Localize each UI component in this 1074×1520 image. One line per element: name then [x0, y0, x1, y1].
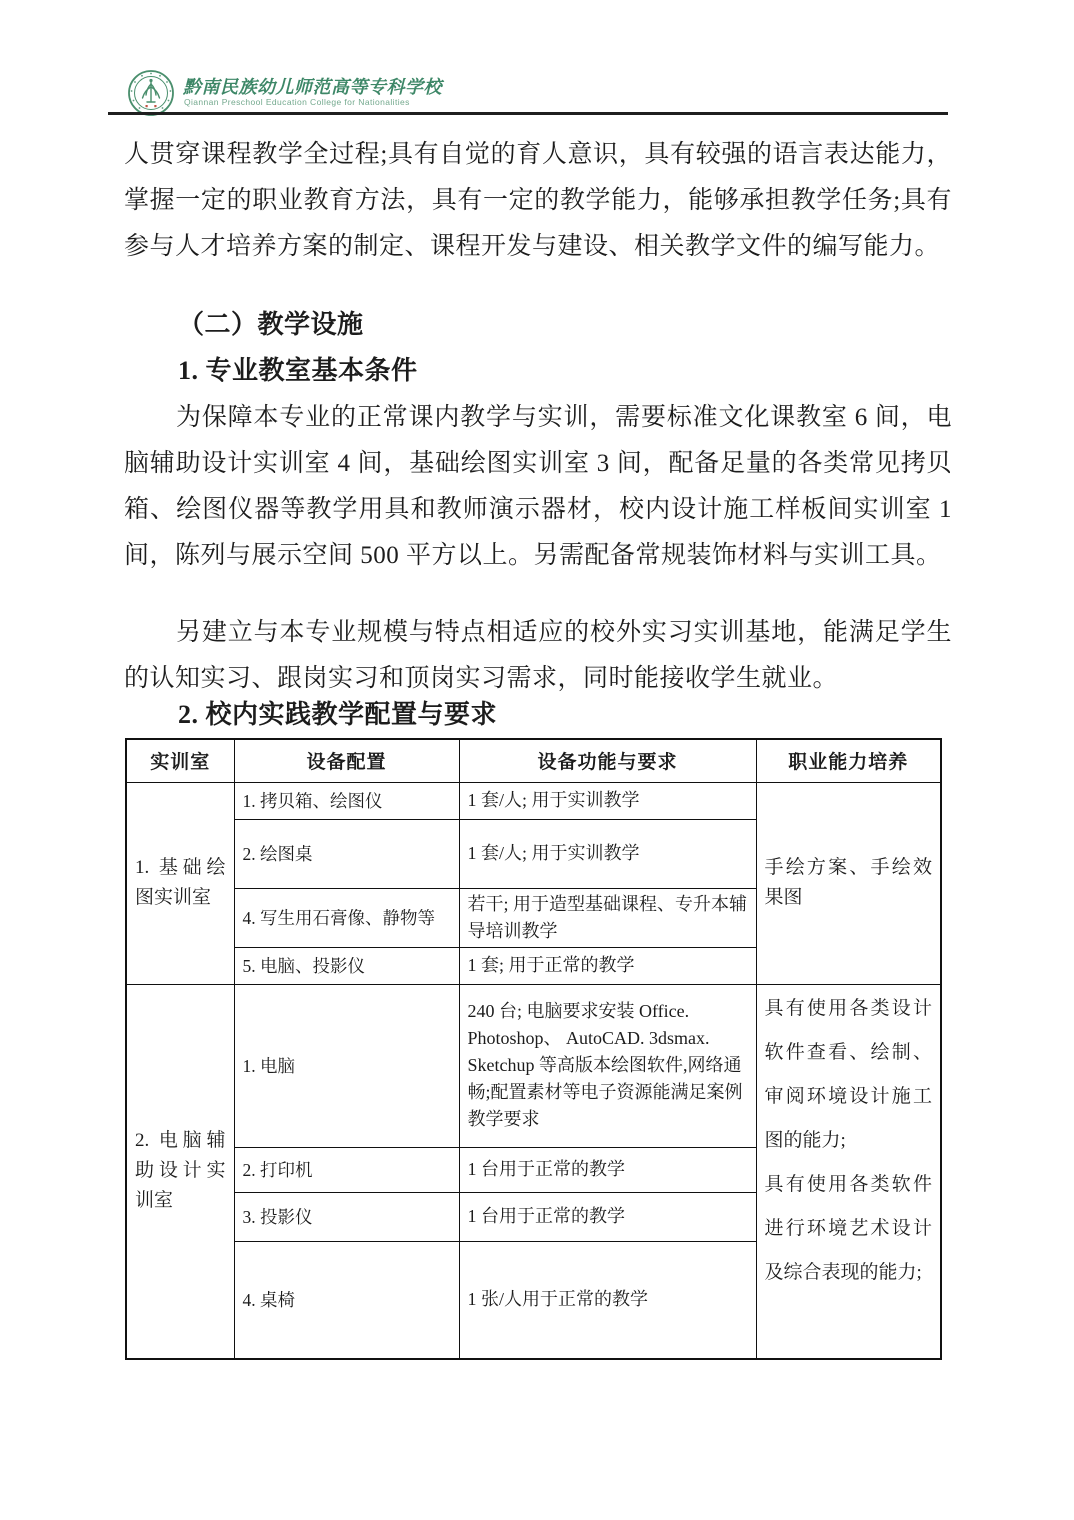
- requirement-cell: 1 台用于正常的教学: [459, 1192, 756, 1241]
- heading-teaching-facilities: （二）教学设施: [178, 310, 364, 339]
- col-header-ability: 职业能力培养: [756, 739, 941, 782]
- requirement-cell: 1 套; 用于正常的教学: [459, 947, 756, 984]
- col-header-training-room: 实训室: [126, 739, 234, 782]
- heading-classroom-conditions: 1. 专业教室基本条件: [178, 356, 418, 385]
- requirement-cell: 若干; 用于造型基础课程、专升本辅导培训教学: [459, 888, 756, 947]
- table-header-row: [126, 739, 941, 782]
- device-cell: 1. 电脑: [234, 984, 459, 1147]
- device-cell: 2. 绘图桌: [234, 819, 459, 888]
- device-cell: 4. 写生用石膏像、静物等: [234, 888, 459, 947]
- requirement-cell: 1 套/人; 用于实训教学: [459, 819, 756, 888]
- table-row: [126, 984, 941, 1147]
- ability-cell-cad: [756, 984, 941, 1359]
- ability-paragraph: 具有使用各类软件进行环境艺术设计及综合表现的能力;: [764, 1173, 932, 1283]
- school-name: 黔南民族幼儿师范高等专科学校: [183, 77, 442, 97]
- ability-paragraph: 具有使用各类设计软件查看、绘制、审阅环境设计施工图的能力;: [764, 997, 932, 1151]
- heading-practice-configuration: 2. 校内实践教学配置与要求: [178, 700, 498, 729]
- device-cell: 4. 桌椅: [234, 1241, 459, 1359]
- paragraph-teacher-ability: 人贯穿课程教学全过程;具有自觉的育人意识，具有较强的语言表达能力，掌握一定的职业教育方法，具有一定的教学能力，能够承担教学任务;具有参与人才培养方案的制定、课程开发与建设、相关教学文件的编写能力。: [124, 141, 952, 260]
- header-divider: [108, 112, 948, 115]
- device-cell: 5. 电脑、投影仪: [234, 947, 459, 984]
- table-row: [126, 782, 941, 819]
- col-header-function-requirement: 设备功能与要求: [459, 739, 756, 782]
- requirement-cell: 1 张/人用于正常的教学: [459, 1241, 756, 1359]
- device-cell: 2. 打印机: [234, 1147, 459, 1192]
- ability-cell-drawing: 手绘方案、手绘效果图: [756, 782, 941, 984]
- requirement-cell: 1 台用于正常的教学: [459, 1147, 756, 1192]
- room-cell-drawing: 1. 基础绘图实训室: [126, 782, 234, 984]
- requirement-cell: 1 套/人; 用于实训教学: [459, 782, 756, 819]
- school-name-english: Qiannan Preschool Education College for Nationalities: [184, 97, 410, 107]
- requirement-cell: 240 台; 电脑要求安装 Office. Photoshop、 AutoCAD. 3dsmax. Sketchup 等高版本绘图软件,网络通畅;配置素材等电子资源能满足案例教学要求: [459, 984, 756, 1147]
- room-cell-cad: 2. 电脑辅助设计实训室: [126, 984, 234, 1359]
- practice-table-container: [125, 738, 942, 1360]
- practice-equipment-table: [125, 738, 942, 1360]
- col-header-equipment: 设备配置: [234, 739, 459, 782]
- device-cell: 3. 投影仪: [234, 1192, 459, 1241]
- paragraph-offcampus-training: 另建立与本专业规模与特点相适应的校外实习实训基地，能满足学生的认知实习、跟岗实习和顶岗实习需求，同时能接收学生就业。: [124, 619, 952, 692]
- paragraph-classroom-requirements: 为保障本专业的正常课内教学与实训，需要标准文化课教室 6 间，电脑辅助设计实训室 4 间，基础绘图实训室 3 间，配备足量的各类常见拷贝箱、绘图仪器等教学用具和教师演示器材，校内设计施工样板间实训室 1 间，陈列与展示空间 500 平方以上。另需配备常规装饰材料与实训工具。: [124, 404, 952, 569]
- device-cell: 1. 拷贝箱、绘图仪: [234, 782, 459, 819]
